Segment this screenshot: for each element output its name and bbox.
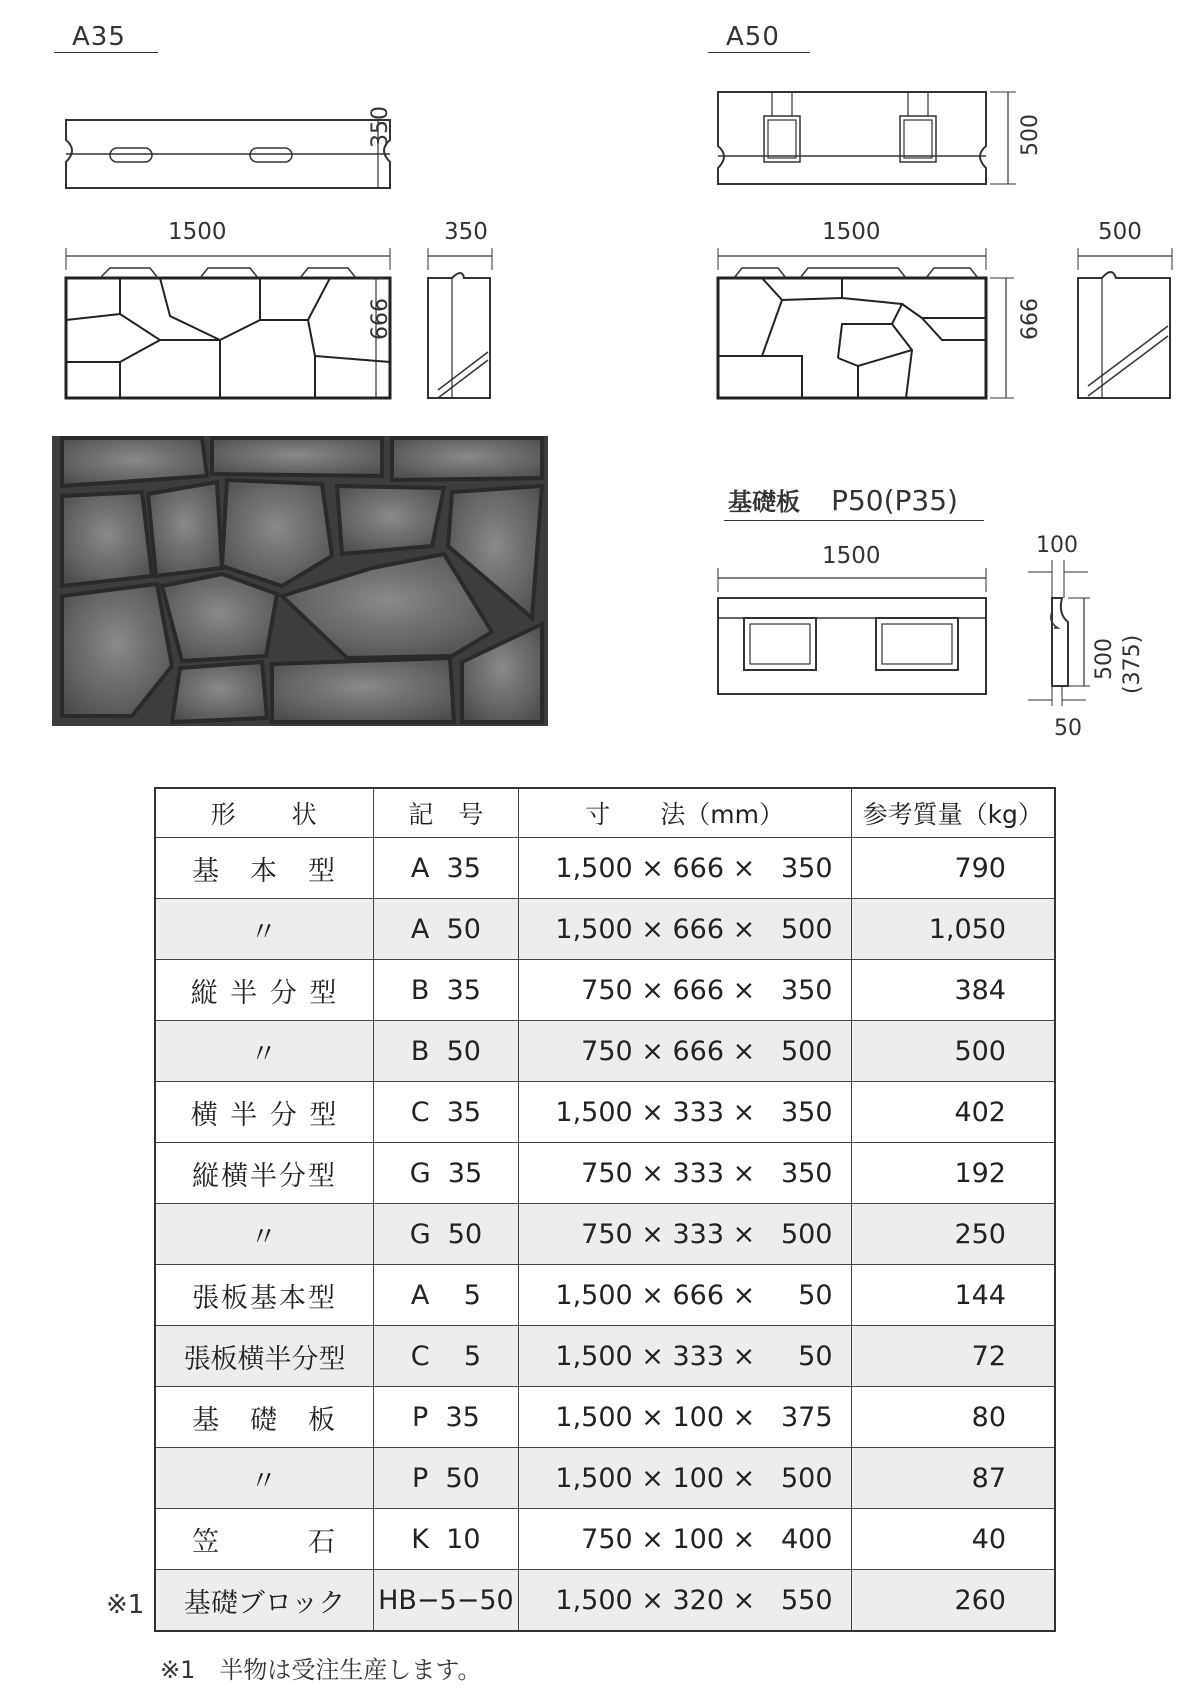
a35-height-label: 350 <box>368 106 393 148</box>
a35-depth-label: 350 <box>444 219 488 245</box>
table-row <box>155 1509 1055 1570</box>
cell-mass: 144 <box>851 1265 1055 1326</box>
cell-shape: 〃 <box>155 899 374 960</box>
cell-mass: 790 <box>851 838 1055 899</box>
a50-top-view <box>712 86 1002 196</box>
cell-code: P 50 <box>374 1448 519 1509</box>
cell-shape: 〃 <box>155 1021 374 1082</box>
cell-shape: 基 本 型 <box>155 838 374 899</box>
a50-front-view <box>712 240 1002 410</box>
table-row <box>155 1265 1055 1326</box>
a35-face-height-dimension <box>358 276 398 401</box>
footnote: ※1 半物は受注生産します。 <box>160 1656 482 1684</box>
table-row <box>155 838 1055 899</box>
cell-dims: 1,500 × 666 × 350 <box>518 838 851 899</box>
cell-mass: 250 <box>851 1204 1055 1265</box>
a50-depth-label: 500 <box>1098 219 1142 245</box>
cell-shape: 基 礎 板 <box>155 1387 374 1448</box>
a50-title: A50 <box>708 22 810 53</box>
cell-dims: 1,500 × 666 × 50 <box>518 1265 851 1326</box>
base-plate-bottom-label: 50 <box>1054 716 1082 741</box>
table-row <box>155 960 1055 1021</box>
cell-code: B 50 <box>374 1021 519 1082</box>
a35-face-height-label: 666 <box>368 298 393 340</box>
table-row <box>155 1204 1055 1265</box>
base-plate-title-jp: 基礎板 <box>728 488 800 516</box>
cell-code: B 35 <box>374 960 519 1021</box>
table-row <box>155 1143 1055 1204</box>
header-code: 記 号 <box>374 788 519 838</box>
header-mass: 参考質量（kg） <box>851 788 1055 838</box>
cell-mass: 40 <box>851 1509 1055 1570</box>
cell-code: C 5 <box>374 1326 519 1387</box>
table-row <box>155 1021 1055 1082</box>
base-plate-height-label: 500 <box>1092 638 1117 680</box>
cell-dims: 1,500 × 100 × 375 <box>518 1387 851 1448</box>
cell-dims: 1,500 × 320 × 550 <box>518 1570 851 1632</box>
a50-height-label: 500 <box>1018 114 1043 156</box>
a50-side-view <box>1074 240 1184 410</box>
cell-code: A 35 <box>374 838 519 899</box>
base-plate-title-code: P50(P35) <box>831 484 958 517</box>
base-plate-top-label: 100 <box>1036 533 1078 558</box>
table-row <box>155 1570 1055 1632</box>
table-row <box>155 1326 1055 1387</box>
cell-code: P 35 <box>374 1387 519 1448</box>
table-row <box>155 1082 1055 1143</box>
cell-mass: 192 <box>851 1143 1055 1204</box>
table-row <box>155 1448 1055 1509</box>
cell-code: A 5 <box>374 1265 519 1326</box>
cell-mass: 384 <box>851 960 1055 1021</box>
cell-shape: 張板横半分型 <box>155 1326 374 1387</box>
cell-shape: 〃 <box>155 1448 374 1509</box>
cell-shape: 笠 石 <box>155 1509 374 1570</box>
table-row <box>155 899 1055 960</box>
a35-side-view <box>424 240 504 410</box>
cell-code: K 10 <box>374 1509 519 1570</box>
spec-table-header <box>155 788 1055 838</box>
cell-code: G 50 <box>374 1204 519 1265</box>
cell-dims: 750 × 333 × 500 <box>518 1204 851 1265</box>
cell-dims: 750 × 333 × 350 <box>518 1143 851 1204</box>
cell-shape: 縦横半分型 <box>155 1143 374 1204</box>
cell-mass: 260 <box>851 1570 1055 1632</box>
base-plate-height-alt-label: (375) <box>1120 634 1145 694</box>
cell-shape: 横 半 分 型 <box>155 1082 374 1143</box>
cell-mass: 87 <box>851 1448 1055 1509</box>
cell-code: A 50 <box>374 899 519 960</box>
cell-mass: 500 <box>851 1021 1055 1082</box>
base-plate-width-label: 1500 <box>822 543 881 569</box>
a50-face-height-label: 666 <box>1018 298 1043 340</box>
cell-mass: 72 <box>851 1326 1055 1387</box>
table-row <box>155 1387 1055 1448</box>
a35-title: A35 <box>54 22 158 53</box>
cell-mass: 80 <box>851 1387 1055 1448</box>
cell-code: HB−5−50 <box>374 1570 519 1632</box>
cell-shape: 縦 半 分 型 <box>155 960 374 1021</box>
cell-shape: 〃 <box>155 1204 374 1265</box>
stone-texture-photo <box>52 436 548 726</box>
cell-code: C 35 <box>374 1082 519 1143</box>
base-plate-front-view <box>712 562 1002 702</box>
cell-dims: 750 × 666 × 500 <box>518 1021 851 1082</box>
header-dims: 寸 法（mm） <box>518 788 851 838</box>
cell-shape: 基礎ブロック <box>155 1570 374 1632</box>
a35-front-view <box>60 240 400 410</box>
a50-width-label: 1500 <box>822 219 881 245</box>
row-note-mark: ※1 <box>106 1590 145 1620</box>
cell-shape: 張板基本型 <box>155 1265 374 1326</box>
cell-dims: 750 × 666 × 350 <box>518 960 851 1021</box>
cell-dims: 1,500 × 666 × 500 <box>518 899 851 960</box>
cell-mass: 402 <box>851 1082 1055 1143</box>
cell-dims: 1,500 × 333 × 50 <box>518 1326 851 1387</box>
cell-dims: 750 × 100 × 400 <box>518 1509 851 1570</box>
spec-table <box>154 787 1056 1632</box>
cell-mass: 1,050 <box>851 899 1055 960</box>
header-shape: 形 状 <box>155 788 374 838</box>
base-plate-heading <box>724 482 984 521</box>
cell-dims: 1,500 × 100 × 500 <box>518 1448 851 1509</box>
cell-dims: 1,500 × 333 × 350 <box>518 1082 851 1143</box>
a35-width-label: 1500 <box>168 219 227 245</box>
a35-top-view <box>60 110 400 205</box>
cell-code: G 35 <box>374 1143 519 1204</box>
